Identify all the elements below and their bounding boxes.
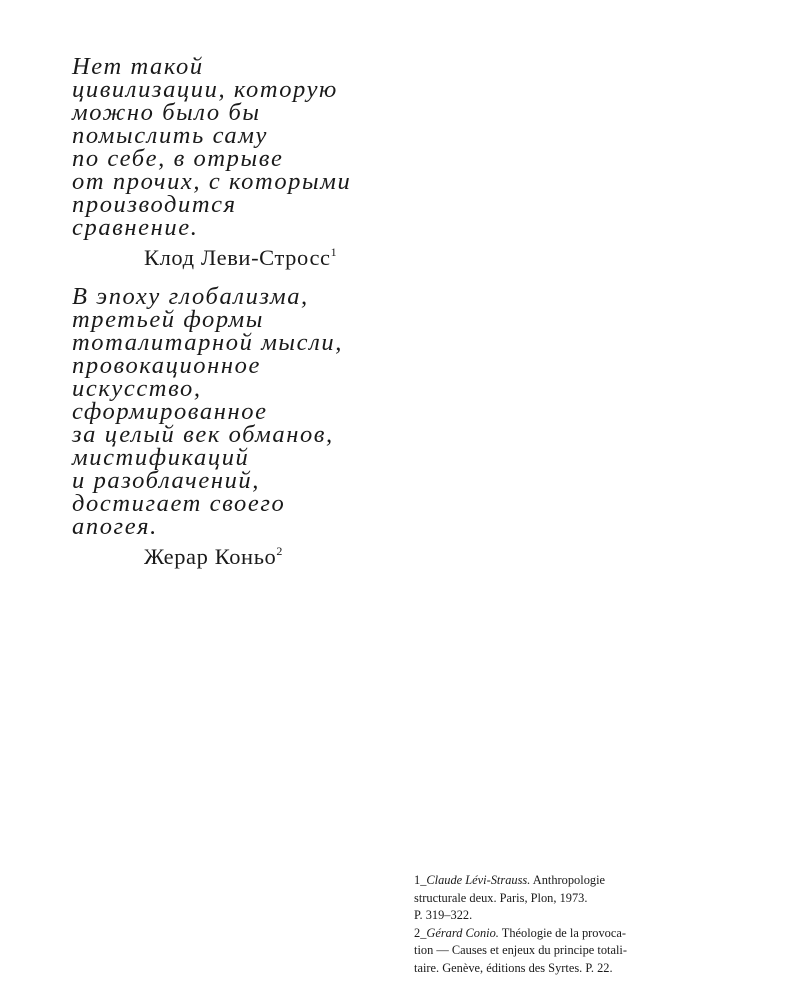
footnote-ref[interactable]: 2 [276,544,283,558]
epigraph-author [144,239,432,271]
quote-line: производится [72,191,237,218]
quote-line: третьей формы [72,306,264,333]
footnote-1 [414,872,714,890]
quote-line: В эпоху глобализма, [72,283,309,310]
quote-line: цивилизации, которую [72,76,338,103]
footnote-marker: 1_ [414,873,427,887]
footnote-author: Gérard Conio. [426,925,499,940]
quote-line: достигает своего [72,490,286,517]
footnote-text: Théologie de la provoca- [498,925,626,940]
quote-line: провокационное [72,352,261,379]
quote-line: за целый век обманов, [72,421,334,448]
footnote-text: taire. Genève, éditions des Syrtes. P. 22. [414,960,613,975]
quote-line: от прочих, с которыми [72,168,352,195]
quote-line: сравнение. [72,214,199,241]
quote-line: можно было бы [72,99,261,126]
quote-line: помыслить саму [72,122,268,149]
quote-line: Нет такой [72,53,204,80]
author-name: Жерар Коньо [144,544,277,569]
quote-line: мистификаций [72,444,250,471]
quote-line: тоталитарной мысли, [72,329,343,356]
quote-line: апогея. [72,513,158,540]
epigraph-conio [72,285,432,570]
footnote-text: structurale deux. Paris, Plon, 1973. [414,890,588,905]
footnote-2 [414,925,714,943]
quote-line: сформированное [72,398,268,425]
footnotes [414,872,714,977]
footnote-text: P. 319–322. [414,908,473,922]
author-name: Клод Леви-Стросс [144,245,331,270]
epigraph-author [144,538,432,570]
quote-line: искусство, [72,375,202,402]
quote-line: по себе, в отрыве [72,145,284,172]
footnote-marker: 2_ [414,925,427,940]
footnote-author: Claude Lévi-Strauss. [426,873,531,887]
footnote-text: Anthropologie [530,873,606,887]
quote-line: и разоблачений, [72,467,260,494]
epigraph-levi-strauss [72,55,432,271]
footnote-text: tion — Causes et enjeux du principe totali- [414,943,628,957]
footnote-ref[interactable]: 1 [330,245,337,259]
